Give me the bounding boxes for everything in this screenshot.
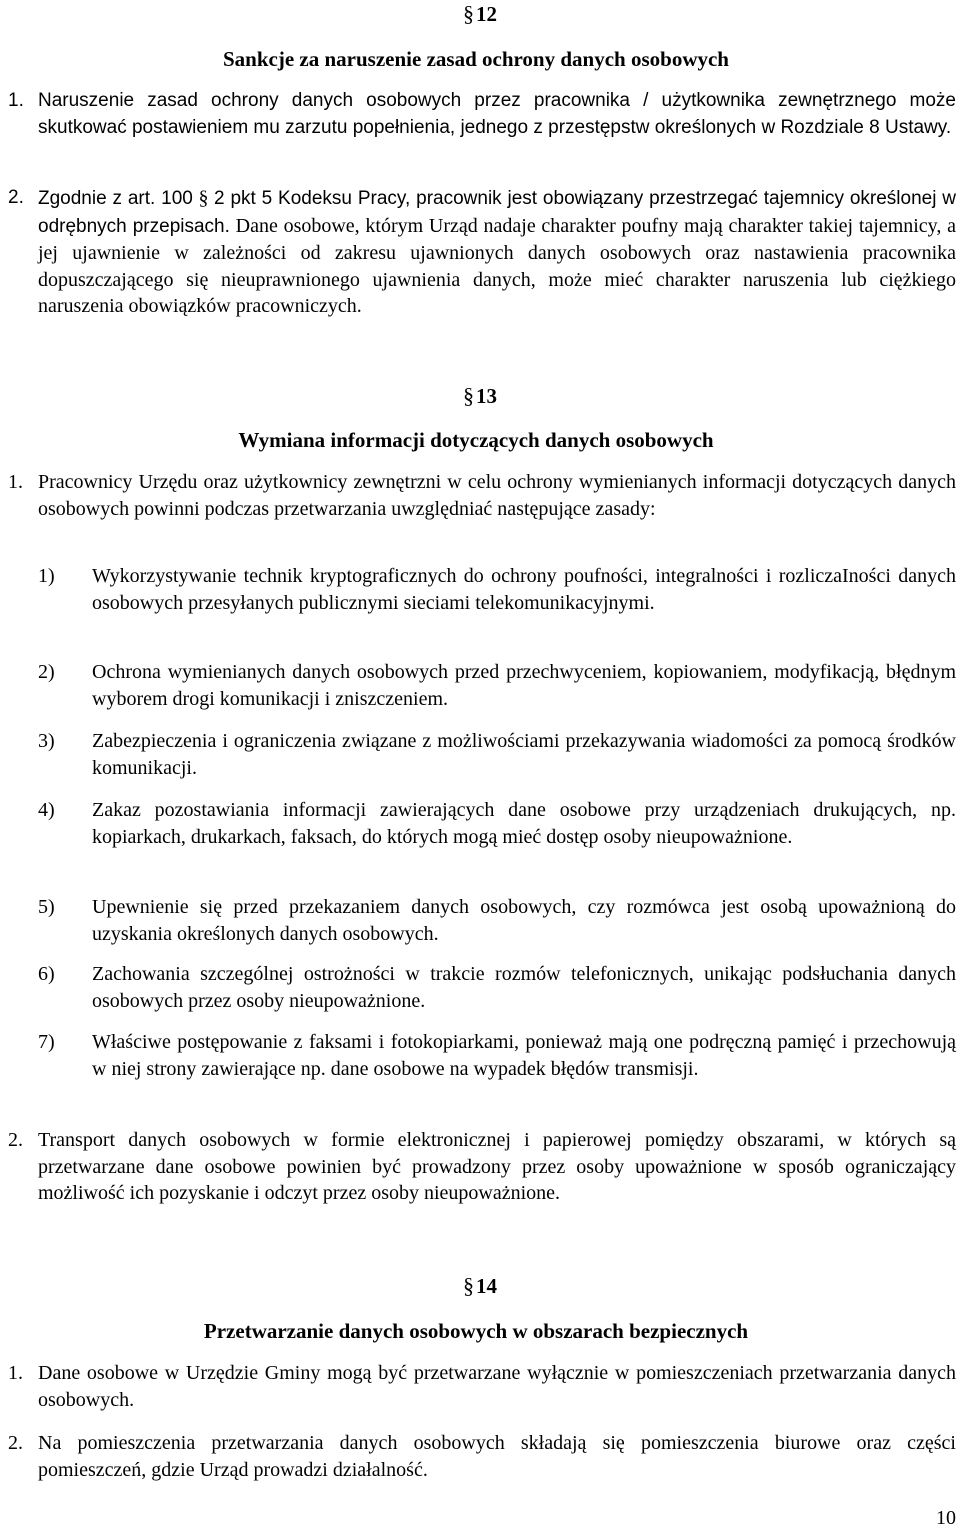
paragraph-text — [38, 185, 956, 320]
list-item: Właściwe postępowanie z faksami i fotokopiarkami, ponieważ mają one podręczną pamięć i przechowują w niej strony zawierające np. dane osobowe na wypadek błędów transmisji. — [92, 1031, 956, 1080]
paragraph-text: Na pomieszczenia przetwarzania danych osobowych składają się pomieszczenia biurowe oraz części pomieszczeń, gdzie Urząd prowadzi działalność. — [38, 1432, 956, 1481]
list-item-number: 4) — [38, 799, 55, 821]
list-item: Upewnienie się przed przekazaniem danych osobowych, czy rozmówca jest osobą upoważnioną do uzyskania określonych danych osobowych. — [92, 896, 956, 945]
paragraph-text-part: Dane osobowe, którym Urząd nadaje charakter poufny mają charakter takiej tajemnicy, a jej ujawnienie w zależności od zakresu ujawnionych danych osobowych oraz nastawienia pracownika dopuszczającego się nieuprawnionego ujawnienia danych, może mieć charakter naruszenia lub ciężkiego naruszenia obowiązków pracowniczych. — [38, 214, 956, 317]
section-14-title: Przetwarzanie danych osobowych w obszarach bezpiecznych — [203, 1319, 749, 1343]
paragraph-number: 1. — [8, 471, 23, 493]
paragraph-number: 2. — [8, 1432, 23, 1454]
section-symbol: § — [463, 1273, 474, 1298]
section-number: 12 — [476, 2, 497, 26]
section-symbol: § — [463, 383, 474, 408]
list-item: Zakaz pozostawiania informacji zawierających dane osobowe przy urządzeniach drukujących, np. kopiarkach, drukarkach, faksach, do których mogą mieć dostęp osoby nieupoważnione. — [92, 799, 956, 848]
section-symbol: § — [463, 1, 474, 26]
section-14-mark — [0, 1273, 960, 1299]
section-13-title: Wymiana informacji dotyczących danych osobowych — [238, 428, 714, 452]
list-item: Ochrona wymienianych danych osobowych przed przechwyceniem, kopiowaniem, modyfikacją, błędnym wyborem drogi komunikacji i zniszczeniem. — [92, 661, 956, 710]
list-item: Zachowania szczególnej ostrożności w trakcie rozmów telefonicznych, unikając podsłuchania danych osobowych przez osoby nieupoważnione. — [92, 963, 956, 1012]
list-item-number: 6) — [38, 963, 55, 985]
section-12-title: Sankcje za naruszenie zasad ochrony danych osobowych — [223, 47, 729, 71]
paragraph-text: Naruszenie zasad ochrony danych osobowych przez pracownika / użytkownika zewnętrznego może skutkować postawieniem mu zarzutu popełnienia, jednego z przestępstw określonych w Rozdziale 8 Ustawy. — [38, 90, 956, 138]
list-item: Zabezpieczenia i ograniczenia związane z możliwościami przekazywania wiadomości za pomocą środków komunikacji. — [92, 730, 956, 779]
list-item-number: 5) — [38, 896, 55, 918]
list-item: Wykorzystywanie technik kryptograficznych do ochrony poufności, integralności i rozliczaIności danych osobowych przesyłanych publicznymi sieciami telekomunikacyjnymi. — [92, 565, 956, 614]
section-number: 13 — [476, 384, 497, 408]
paragraph-text: Dane osobowe w Urzędzie Gminy mogą być przetwarzane wyłącznie w pomieszczeniach przetwarzania danych osobowych. — [38, 1362, 956, 1411]
section-13-mark — [0, 383, 960, 409]
paragraph-number: 1. — [8, 1362, 23, 1384]
paragraph-text-part: 2 pkt 5 Kodeksu Pracy, pracownik jest obowiązany przestrzegać tajemnicy określonej w odrębnych przepisach. — [38, 188, 957, 237]
paragraph-text-part: Zgodnie z art. 100 — [38, 188, 193, 209]
section-number: 14 — [476, 1274, 497, 1298]
paragraph-text: Pracownicy Urzędu oraz użytkownicy zewnętrzni w celu ochrony wymienianych informacji dotyczących danych osobowych powinni podczas przetwarzania uwzględniać następujące zasady: — [38, 471, 956, 520]
paragraph-number: 1. — [8, 90, 24, 111]
section-12-mark — [0, 1, 960, 27]
page-number: 10 — [936, 1507, 956, 1529]
list-item-number: 1) — [38, 565, 55, 587]
paragraph-text: Transport danych osobowych w formie elektronicznej i papierowej pomiędzy obszarami, w których są przetwarzane dane osobowe powinien być prowadzony przez osoby upoważnione w sposób ograniczający możliwość ich pozyskanie i odczyt przez osoby nieupoważnione. — [38, 1129, 956, 1204]
section-symbol: § — [198, 187, 209, 209]
paragraph-number: 2. — [8, 1129, 23, 1151]
list-item-number: 2) — [38, 661, 55, 683]
list-item-number: 7) — [38, 1031, 55, 1053]
list-item-number: 3) — [38, 730, 55, 752]
paragraph-number: 2. — [8, 187, 24, 208]
